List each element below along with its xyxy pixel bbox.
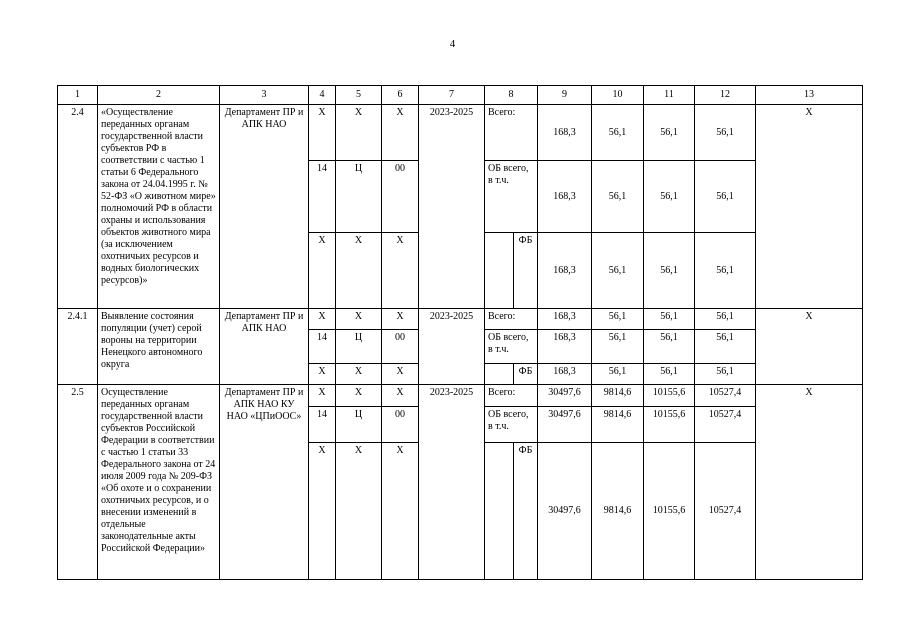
result-cell: Х [756,309,863,385]
amount-cell: 9814,6 [592,407,644,443]
page-number: 4 [449,38,456,50]
amount-cell: 56,1 [644,364,695,385]
header-cell: 13 [756,86,863,105]
code-cell: 14 [309,330,336,364]
code-cell: Ц [336,407,382,443]
header-cell: 5 [336,86,382,105]
code-cell: Х [336,443,382,580]
code-cell: 14 [309,161,336,233]
amount-cell: 10155,6 [644,407,695,443]
code-cell: Х [336,364,382,385]
amount-cell: 10155,6 [644,443,695,580]
activity-name-cell: «Осуществление переданных органам государственной власти субъектов РФ в соответствии с частью 1 статьи 6 Федерального закона от 24.04.1995 г. № 52-ФЗ «О животном мире» полномочий РФ в области охраны и использования объектов животного мира (за исключением охотничьих ресурсов и водных биологических ресурсов)» [98,105,220,309]
funding-sub-cell: ФБ [514,443,538,580]
header-cell: 3 [220,86,309,105]
amount-cell: 56,1 [644,233,695,309]
amount-cell: 56,1 [695,161,756,233]
funding-sub-cell: ФБ [514,233,538,309]
header-cell: 1 [58,86,98,105]
code-cell: Х [382,309,419,330]
funding-source-cell: ОБ всего, в т.ч. [485,407,538,443]
row-number-cell: 2.5 [58,385,98,580]
header-cell: 7 [419,86,485,105]
code-cell: Ц [336,161,382,233]
code-cell: Х [309,443,336,580]
code-cell: Х [336,105,382,161]
code-cell: Х [336,233,382,309]
header-cell: 8 [485,86,538,105]
code-cell: Х [382,233,419,309]
code-cell: Х [309,385,336,407]
row-number-cell: 2.4.1 [58,309,98,385]
header-cell: 9 [538,86,592,105]
amount-cell: 168,3 [538,330,592,364]
amount-cell: 10527,4 [695,385,756,407]
code-cell: Х [309,105,336,161]
amount-cell: 168,3 [538,161,592,233]
code-cell: Х [309,233,336,309]
code-cell: Х [309,309,336,330]
code-cell: Х [382,385,419,407]
funding-source-cell: Всего: [485,309,538,330]
funding-source-cell: Всего: [485,105,538,161]
result-cell: Х [756,385,863,580]
code-cell: Х [336,309,382,330]
code-cell: 00 [382,330,419,364]
amount-cell: 56,1 [695,233,756,309]
amount-cell: 9814,6 [592,385,644,407]
amount-cell: 168,3 [538,233,592,309]
code-cell: Х [336,385,382,407]
table-row [58,385,863,407]
table-row [58,105,863,161]
amount-cell: 56,1 [644,105,695,161]
funding-indent-cell [485,364,514,385]
amount-cell: 56,1 [592,105,644,161]
program-table [57,85,863,580]
code-cell: Х [382,443,419,580]
funding-indent-cell [485,443,514,580]
amount-cell: 56,1 [592,161,644,233]
code-cell: Х [309,364,336,385]
code-cell: Ц [336,330,382,364]
row-number-cell: 2.4 [58,105,98,309]
amount-cell: 56,1 [592,233,644,309]
header-cell: 11 [644,86,695,105]
funding-indent-cell [485,233,514,309]
activity-name-cell: Осуществление переданных органам государственной власти субъектов Российской Федерации в соответствии с частью 1 статьи 33 Федерального закона от 24 июля 2009 года № 209-ФЗ «Об охоте и о сохранении охотничьих ресурсов, и о внесении изменений в отдельные законодательные акты Российской Федерации» [98,385,220,580]
amount-cell: 56,1 [695,309,756,330]
code-cell: 00 [382,407,419,443]
executor-cell: Департамент ПР и АПК НАО [220,105,309,309]
amount-cell: 56,1 [644,330,695,364]
amount-cell: 10527,4 [695,407,756,443]
header-cell: 4 [309,86,336,105]
amount-cell: 168,3 [538,364,592,385]
amount-cell: 56,1 [592,309,644,330]
period-cell: 2023-2025 [419,309,485,385]
amount-cell: 56,1 [695,330,756,364]
amount-cell: 30497,6 [538,385,592,407]
header-row [58,86,863,105]
executor-cell: Департамент ПР и АПК НАО КУ НАО «ЦПиООС» [220,385,309,580]
activity-name-cell: Выявление состояния популяции (учет) серой вороны на территории Ненецкого автономного округа [98,309,220,385]
code-cell: 14 [309,407,336,443]
header-cell: 6 [382,86,419,105]
period-cell: 2023-2025 [419,385,485,580]
result-cell: Х [756,105,863,309]
amount-cell: 30497,6 [538,407,592,443]
funding-source-cell: Всего: [485,385,538,407]
period-cell: 2023-2025 [419,105,485,309]
amount-cell: 56,1 [644,309,695,330]
funding-source-cell: ОБ всего, в т.ч. [485,330,538,364]
amount-cell: 9814,6 [592,443,644,580]
amount-cell: 56,1 [644,161,695,233]
amount-cell: 10527,4 [695,443,756,580]
header-cell: 2 [98,86,220,105]
code-cell: 00 [382,161,419,233]
amount-cell: 10155,6 [644,385,695,407]
amount-cell: 56,1 [592,330,644,364]
amount-cell: 30497,6 [538,443,592,580]
header-cell: 10 [592,86,644,105]
amount-cell: 168,3 [538,105,592,161]
amount-cell: 56,1 [592,364,644,385]
code-cell: Х [382,105,419,161]
table-row [58,309,863,330]
funding-sub-cell: ФБ [514,364,538,385]
executor-cell: Департамент ПР и АПК НАО [220,309,309,385]
header-cell: 12 [695,86,756,105]
amount-cell: 56,1 [695,105,756,161]
funding-source-cell: ОБ всего, в т.ч. [485,161,538,233]
amount-cell: 168,3 [538,309,592,330]
code-cell: Х [382,364,419,385]
amount-cell: 56,1 [695,364,756,385]
